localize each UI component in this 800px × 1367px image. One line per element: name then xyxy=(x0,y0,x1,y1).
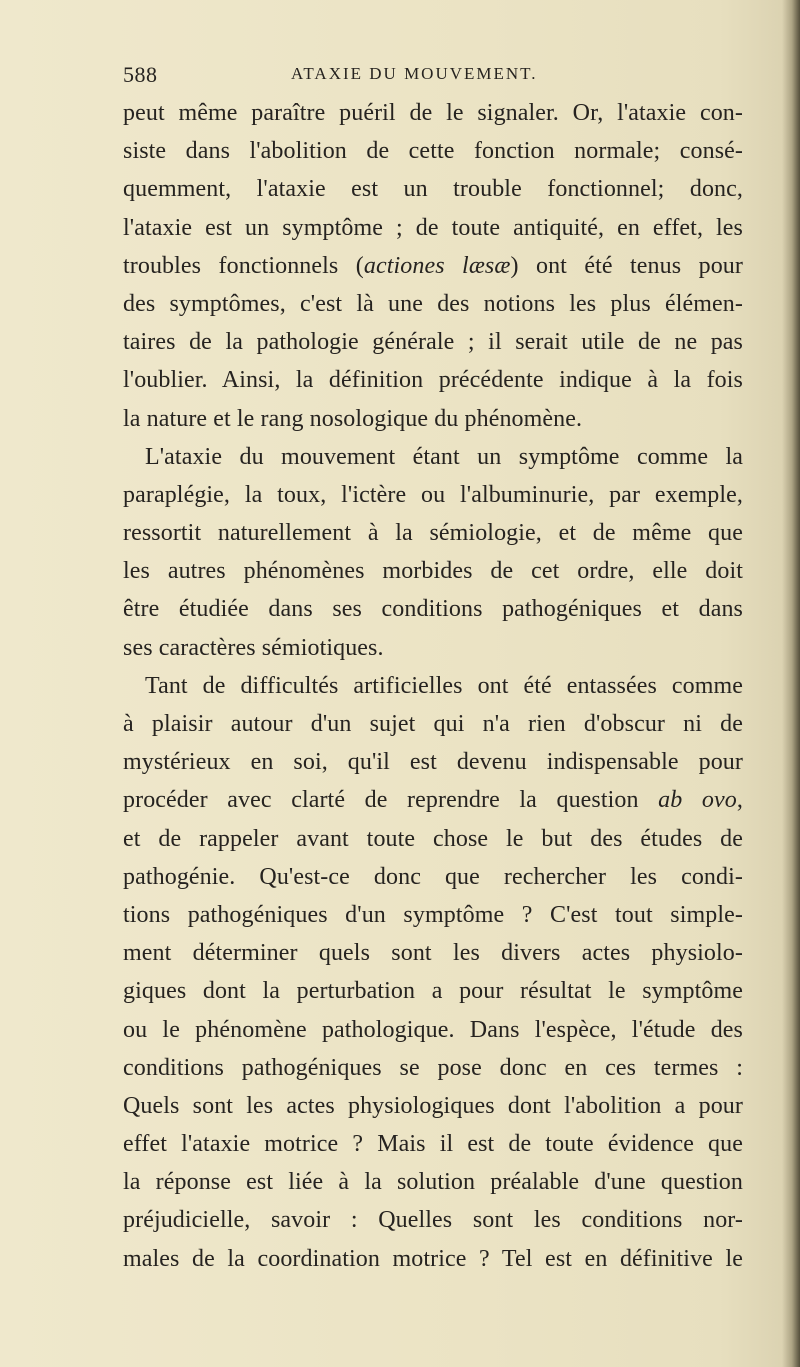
page-header xyxy=(123,62,743,96)
italic-phrase: actiones læsæ xyxy=(363,252,511,279)
running-title: ATAXIE DU MOUVEMENT. xyxy=(291,64,538,83)
text-line: préjudicielle, savoir : Quelles sont les conditions nor- xyxy=(123,1207,743,1234)
binding-shadow xyxy=(782,0,800,1367)
text-line: L'ataxie du mouvement étant un symptôme comme la xyxy=(145,443,743,470)
text-line: ses caractères sémiotiques. xyxy=(123,634,384,661)
text-line: taires de la pathologie générale ; il serait utile de ne pas xyxy=(123,329,743,356)
text-line: tions pathogéniques d'un symptôme ? C'est tout simple- xyxy=(123,901,743,928)
text-line: la nature et le rang nosologique du phénomène. xyxy=(123,405,583,432)
text-line: et de rappeler avant toute chose le but des études de xyxy=(123,825,743,852)
text-line: quemment, l'ataxie est un trouble fonctionnel; donc, xyxy=(123,176,743,203)
text-line: peut même paraître puéril de le signaler. Or, l'ataxie con- xyxy=(123,100,743,126)
text-line: ressortit naturellement à la sémiologie, et de même que xyxy=(123,520,743,547)
text-line: giques dont la perturbation a pour résultat le symptôme xyxy=(123,978,743,1005)
text-line: ou le phénomène pathologique. Dans l'espèce, l'étude des xyxy=(123,1016,743,1043)
page-number: 588 xyxy=(123,62,158,87)
text-line: effet l'ataxie motrice ? Mais il est de toute évidence que xyxy=(123,1131,743,1158)
text-line: troubles fonctionnels (actiones læsæ) ont été tenus pour xyxy=(123,252,743,279)
body-text xyxy=(123,94,743,1278)
text-line: les autres phénomènes morbides de cet ordre, elle doit xyxy=(123,558,743,585)
text-line: pathogénie. Qu'est-ce donc que rechercher les condi- xyxy=(123,863,743,890)
text-line: être étudiée dans ses conditions pathogéniques et dans xyxy=(123,596,743,623)
text-line: la réponse est liée à la solution préalable d'une question xyxy=(123,1169,743,1196)
text-line: des symptômes, c'est là une des notions les plus élémen- xyxy=(123,290,743,317)
italic-phrase: ab ovo xyxy=(658,787,737,814)
text-line: siste dans l'abolition de cette fonction normale; consé- xyxy=(123,138,743,165)
text-line: l'oublier. Ainsi, la définition précédente indique à la fois xyxy=(123,367,743,394)
text-line: males de la coordination motrice ? Tel est en définitive le xyxy=(123,1245,743,1272)
text-line: paraplégie, la toux, l'ictère ou l'albuminurie, par exemple, xyxy=(123,481,743,508)
text-line: Tant de difficultés artificielles ont été entassées comme xyxy=(145,672,743,699)
text-line: Quels sont les actes physiologiques dont l'abolition a pour xyxy=(123,1092,743,1119)
text-line: mystérieux en soi, qu'il est devenu indispensable pour xyxy=(123,749,743,776)
text-line: ment déterminer quels sont les divers actes physiolo- xyxy=(123,940,743,967)
text-line: procéder avec clarté de reprendre la question ab ovo, xyxy=(123,787,743,814)
text-line: conditions pathogéniques se pose donc en ces termes : xyxy=(123,1054,743,1081)
text-line: à plaisir autour d'un sujet qui n'a rien d'obscur ni de xyxy=(123,711,743,737)
text-line: l'ataxie est un symptôme ; de toute antiquité, en effet, les xyxy=(123,214,743,241)
